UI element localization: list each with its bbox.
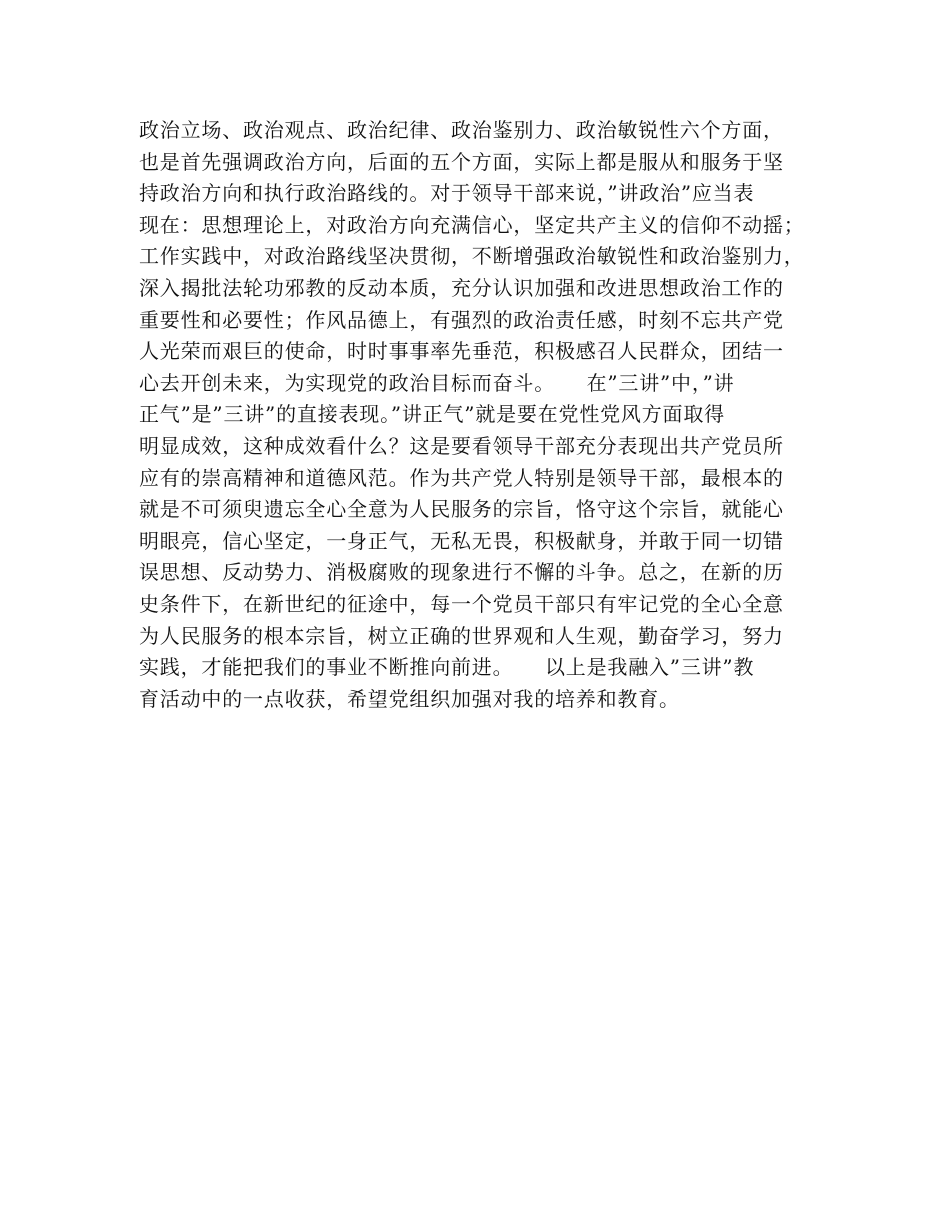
text-line: 育活动中的一点收获，希望党组织加强对我的培养和教育。 [139, 686, 680, 711]
text-line: 心去开创未来，为实现党的政治目标而奋斗。 在”三讲”中，”讲 [139, 370, 735, 395]
text-line: 工作实践中，对政治路线坚决贯彻，不断增强政治敏锐性和政治鉴别力， [139, 244, 805, 269]
text-line: 史条件下，在新世纪的征途中，每一个党员干部只有牢记党的全心全意 [139, 591, 784, 616]
text-line: 持政治方向和执行政治路线的。对于领导干部来说，”讲政治”应当表 [139, 181, 755, 206]
text-line: 应有的崇高精神和道德风范。作为共产党人特别是领导干部，最根本的 [139, 465, 784, 490]
text-line: 实践，才能把我们的事业不断推向前进。 以上是我融入”三讲”教 [139, 655, 755, 680]
text-line: 误思想、反动势力、消极腐败的现象进行不懈的斗争。总之，在新的历 [139, 560, 784, 585]
text-line: 重要性和必要性；作风品德上，有强烈的政治责任感，时刻不忘共产党 [139, 307, 784, 332]
text-line: 就是不可须臾遗忘全心全意为人民服务的宗旨，恪守这个宗旨，就能心 [139, 497, 784, 522]
text-line: 明眼亮，信心坚定，一身正气，无私无畏，积极献身，并敢于同一切错 [139, 528, 784, 553]
text-line: 现在：思想理论上，对政治方向充满信心，坚定共产主义的信仰不动摇； [139, 212, 805, 237]
body-text [139, 115, 839, 715]
text-line: 为人民服务的根本宗旨，树立正确的世界观和人生观，勤奋学习，努力 [139, 623, 784, 648]
text-line: 正气”是”三讲”的直接表现。”讲正气”就是要在党性党风方面取得 [139, 402, 725, 427]
text-line: 政治立场、政治观点、政治纪律、政治鉴别力、政治敏锐性六个方面， [139, 118, 784, 142]
text-line: 明显成效，这种成效看什么？这是要看领导干部充分表现出共产党员所 [139, 433, 784, 458]
text-line: 深入揭批法轮功邪教的反动本质，充分认识加强和改进思想政治工作的 [139, 275, 784, 300]
text-line: 也是首先强调政治方向，后面的五个方面，实际上都是服从和服务于坚 [139, 149, 784, 174]
text-line: 人光荣而艰巨的使命，时时事事率先垂范，积极感召人民群众，团结一 [139, 339, 784, 364]
